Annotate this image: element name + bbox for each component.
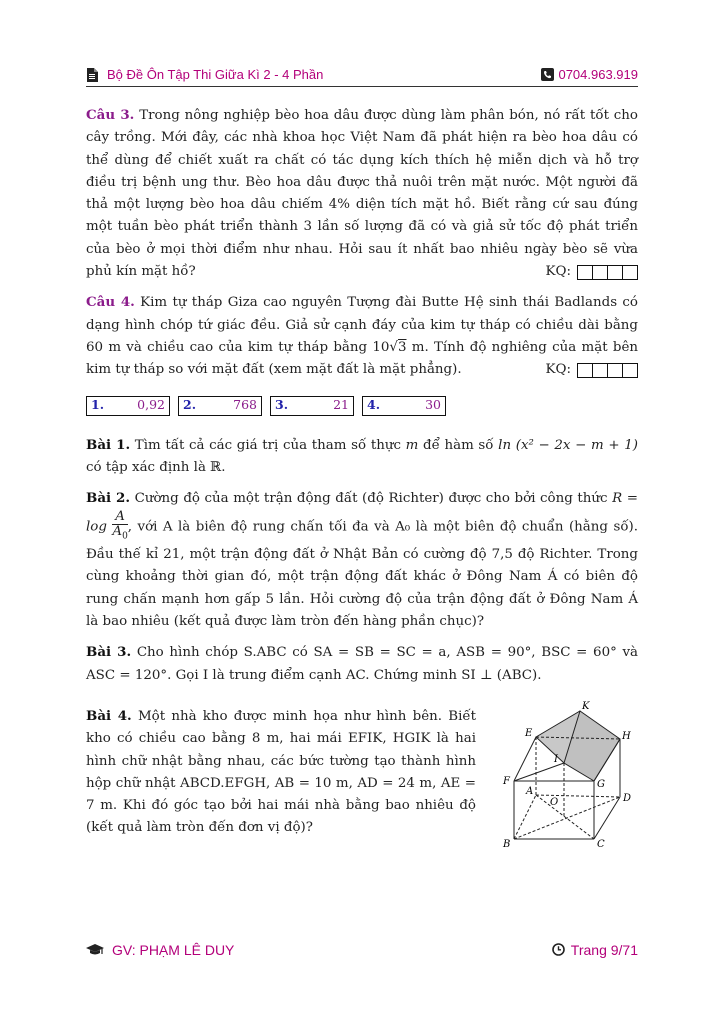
fraction-denominator xyxy=(112,525,127,544)
answer-cells[interactable] xyxy=(577,265,638,280)
bai-2-text-2: với A là biên độ rung chấn tối đa và A₀ là một biên độ chuẩn (hằng số). Đầu thế kỉ 21, một trận động đất ở Nhật Bản có cường độ 7,5 độ Richter. Trong cùng khoảng thời gian đó, một trận động đất khác ở Đông Nam Á có biên độ rung chấn mạnh hơn gấp 5 lần. Hỏi cường độ của trận động đất ở Đông Nam Á là bao nhiêu (kết quả được làm tròn đến hàng phần chục)? xyxy=(86,519,638,630)
fraction-numerator: A xyxy=(112,510,127,525)
answer-num: 3. xyxy=(275,397,289,413)
page-header xyxy=(86,66,638,87)
bai-1-text-1: Tìm tất cả các giá trị của tham số thực xyxy=(134,437,401,453)
exercise-bai-2: Bài 2. Cường độ của một trận động đất (độ Richter) được cho bởi công thức R = log $\frac{A}{A_0}$ , với A là biên độ rung chấn tối đa và A₀ là một biên độ chuẩn (hằng số). Đầu thế kỉ 21, một trận động đất ở Nhật Bản có cường độ 7,5 độ Richter. Trong cùng khoảng thời gian đó, một trận động đất khác ở Đông Nam Á có biên độ rung chấn mạnh hơn gấp 5 lần. Hỏi cường độ của trận động đất ở Đông Nam Á là bao nhiêu (kết quả được làm tròn đến hàng phần chục)? xyxy=(86,490,638,630)
answer-value: 768 xyxy=(233,397,257,413)
question-cau-3 xyxy=(86,104,638,283)
bai-2-formula: R = log xyxy=(86,491,638,535)
answer-value: 21 xyxy=(333,397,349,413)
answer-2 xyxy=(178,396,262,416)
label-E: E xyxy=(525,727,533,739)
label-C: C xyxy=(597,838,605,849)
label-G: G xyxy=(597,778,605,790)
bai-2-label: Bài 2. xyxy=(86,490,131,507)
bai-1-text-3: có tập xác định là ℝ. xyxy=(86,459,226,475)
label-H: H xyxy=(622,730,631,742)
label-F: F xyxy=(503,775,510,787)
bai-1-label: Bài 1. xyxy=(86,436,131,453)
exercise-bai-1 xyxy=(86,434,638,480)
label-I: I xyxy=(554,753,558,765)
bai-4-text: Một nhà kho được minh họa như hình bên. Biết kho có chiều cao bằng 8 m, hai mái EFIK, HGIK là hai hình chữ nhật bằng nhau, các bức tường tạo thành hình hộp chữ nhật ABCD.EFGH, AB = 10 m, AD = 24 m, AE = 7 m. Khi đó góc tạo bởi hai mái nhà bằng bao nhiêu độ (kết quả làm tròn đến đơn vị độ)? xyxy=(86,708,476,836)
cau-3-kq-label: KQ: xyxy=(545,264,571,280)
footer-left xyxy=(86,942,234,958)
phone-icon xyxy=(541,68,554,82)
bai-4-content xyxy=(86,705,476,840)
label-A: A xyxy=(526,785,534,797)
bai-1-expr: ln (x² − 2x − m + 1) xyxy=(498,437,638,453)
question-cau-4 xyxy=(86,291,638,381)
graduation-cap-icon xyxy=(86,943,104,957)
answer-value: 30 xyxy=(425,397,441,413)
exercise-bai-3 xyxy=(86,641,638,687)
page-body xyxy=(86,104,638,855)
header-phone: 0704.963.919 xyxy=(558,67,638,82)
answer-key xyxy=(86,396,638,416)
bai-3-label: Bài 3. xyxy=(86,644,132,661)
exercise-bai-4 xyxy=(86,700,638,855)
cau-4-label: Câu 4. xyxy=(86,294,135,311)
answer-num: 2. xyxy=(183,397,197,413)
bai-4-label: Bài 4. xyxy=(86,707,132,724)
header-right xyxy=(541,67,638,82)
footer-teacher: GV: PHẠM LÊ DUY xyxy=(112,942,235,958)
header-left xyxy=(86,67,323,82)
bai-3-text: Cho hình chóp S.ABC có SA = SB = SC = a, ASB = 90°, BSC = 60° và ASC = 120°. Gọi I là trung điểm cạnh AC. Chứng minh SI ⊥ (ABC). xyxy=(86,645,638,683)
label-B: B xyxy=(503,838,511,849)
footer-page: Trang 9/71 xyxy=(570,942,638,958)
cau-3-answer-box xyxy=(546,261,639,283)
clock-icon xyxy=(552,943,565,957)
denominator-base: A xyxy=(112,524,123,540)
answer-num: 1. xyxy=(91,397,105,413)
document-icon xyxy=(86,68,99,82)
warehouse-figure xyxy=(494,699,634,857)
cau-4-kq-label: KQ: xyxy=(545,362,571,378)
answer-cells[interactable] xyxy=(577,363,638,378)
answer-3 xyxy=(270,396,354,416)
bai-1-var: m xyxy=(405,437,419,453)
answer-value: 0,92 xyxy=(137,397,165,413)
cau-4-text-2: m. Tính độ nghiêng của mặt bên kim tự tháp so với mặt đất (xem mặt đất là mặt phẳng). xyxy=(86,339,638,378)
cau-4-text-1: Kim tự tháp Giza cao nguyên Tượng đài Butte Hệ sinh thái Badlands có dạng hình chóp tứ giác đều. Giả sử cạnh đáy của kim tự tháp có chiều dài bằng 60 m và chiều cao của kim tự tháp bằng 10 xyxy=(86,295,638,355)
bai-1-text-2: để hàm số xyxy=(423,437,494,453)
formula-fraction xyxy=(112,510,127,544)
answer-1 xyxy=(86,396,170,416)
answer-num: 4. xyxy=(367,397,381,413)
cau-3-label: Câu 3. xyxy=(86,107,135,123)
bai-2-text-1: Cường độ của một trận động đất (độ Richter) được cho bởi công thức xyxy=(134,491,608,507)
denominator-subscript: 0 xyxy=(122,532,128,543)
label-K: K xyxy=(582,700,590,712)
header-title: Bộ Đề Ôn Tập Thi Giữa Kì 2 - 4 Phần xyxy=(107,67,324,82)
sqrt-symbol: √ xyxy=(389,339,398,355)
cau-3-text: Trong nông nghiệp bèo hoa dâu được dùng làm phân bón, nó rất tốt cho cây trồng. Mới đây, các nhà khoa học Việt Nam đã phát hiện ra bèo hoa dâu có thể dùng để chiết xuất ra chất có tác dụng kích thích hệ miễn dịch và hỗ trợ điều trị bệnh ung thư. Bèo hoa dâu được thả nuôi trên mặt nước. Một người đã thả một lượng bèo hoa dâu chiếm 4% diện tích mặt hồ. Biết rằng cứ sau đúng một tuần bèo phát triển thành 3 lần số lượng đã có và giả sử tốc độ phát triển của bèo ở mọi thời điểm như nhau. Hỏi sau ít nhất bao nhiêu ngày bèo sẽ vừa phủ kín mặt hồ? xyxy=(86,108,638,280)
sqrt-argument: 3 xyxy=(397,339,407,355)
page-footer xyxy=(86,942,638,962)
footer-right xyxy=(552,942,638,958)
answer-4 xyxy=(362,396,446,416)
label-O: O xyxy=(550,796,559,808)
label-D: D xyxy=(623,792,632,804)
cau-4-answer-box xyxy=(546,359,639,381)
